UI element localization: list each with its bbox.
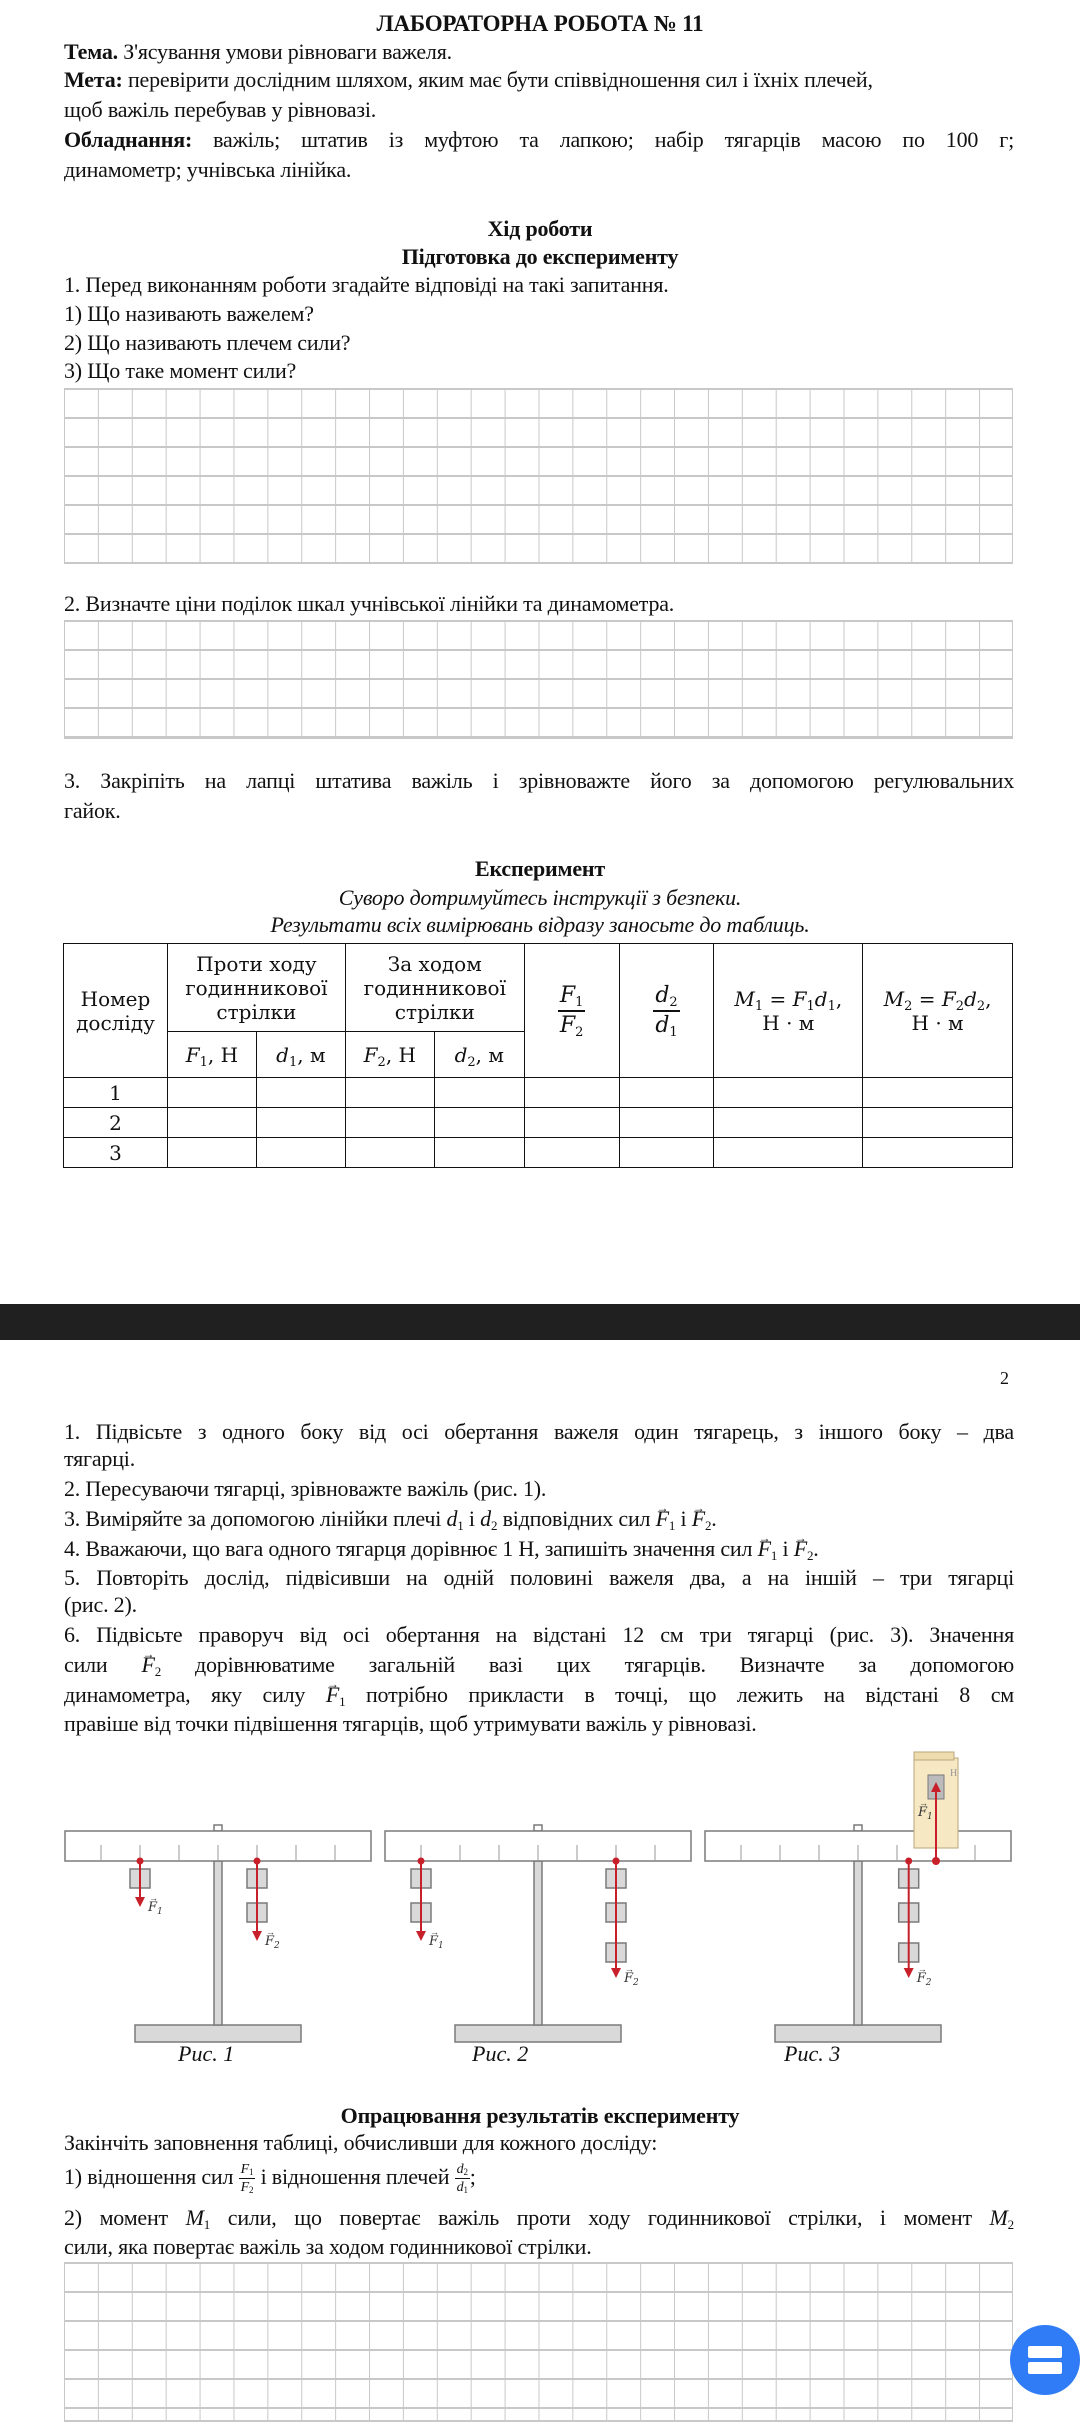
equipment-label: Обладнання: [64,127,193,152]
header-counterclockwise [167,944,345,1032]
header-force-ratio: $\frac{F_1}{F_2}$ [524,944,619,1078]
dynamometer-attach-point [932,1857,940,1865]
goal-text: перевірити дослідним шляхом, яким має бути співвідношення сил і їхніх плечей, [127,67,873,92]
cell-f1[interactable] [167,1108,256,1138]
pivot-axis [214,1825,222,1831]
cell-m2[interactable] [863,1078,1013,1108]
right-label-arrow: → [917,1964,927,1974]
step-3-line-2: гайок. [64,798,121,823]
stand-base [455,2025,621,2042]
header-arm-ratio: $\frac{d_2}{d_1}$ [619,944,714,1078]
cell-d1[interactable] [256,1078,345,1108]
cell-force-ratio[interactable] [524,1078,619,1108]
table-row [64,1138,1013,1168]
instruction-1-line-1: 1. Підвісьте з одного боку від осі обертання важеля один тягарець, з іншого боку – два [64,1419,1014,1444]
right-arrowhead [904,1968,914,1978]
header-d2: $d_2$, м [434,1032,524,1078]
figure-caption-3: Рис. 3 [784,2041,841,2066]
right-label: $F_2$ [624,1971,639,1988]
cell-m1[interactable] [714,1078,863,1108]
instruction-2: 2. Пересуваючи тягарці, зрівноважте важіль (рис. 1). [64,1476,547,1501]
header-f1: $F_1$, Н [167,1032,256,1078]
dynamometer-label: $F_1$ [918,1805,933,1822]
cell-arm-ratio[interactable] [619,1138,714,1168]
pivot-axis [854,1825,862,1831]
row-number: 2 [64,1108,168,1138]
table-row [64,1078,1013,1108]
record-note: Результати всіх вимірювань відразу заносьте до таблиць. [270,912,810,937]
right-attach-point [905,1858,912,1865]
right-attach-point [254,1858,261,1865]
topic-text: З'ясування умови рівноваги важеля. [123,39,452,64]
goal-label: Мета: [64,67,123,92]
header-f2: $F_2$, Н [345,1032,434,1078]
step-3-line-1: 3. Закріпіть на лапці штатива важіль і зрівноважте його за допомогою регулювальних [64,768,1014,793]
header-d1: $d_1$, м [256,1032,345,1078]
processing-intro: Закінчіть заповнення таблиці, обчисливши для кожного досліду: [64,2130,658,2155]
instruction-6-line-4: правіше від точки підвішення тягарців, щоб утримувати важіль у рівновазі. [64,1711,757,1736]
instruction-6-line-1: 6. Підвісьте праворуч від осі обертання на відстані 12 см три тягарці (рис. 3). Значення [64,1622,1014,1647]
stand-base [775,2025,941,2042]
figure-caption-2: Рис. 2 [472,2041,529,2066]
dynamometer-top [914,1752,954,1760]
header-clockwise [345,944,524,1032]
dynamometer-label-arrow: → [919,1798,928,1808]
right-label-arrow: → [266,1927,275,1937]
question-1: 1) Що називають важелем? [64,301,314,326]
row-number: 3 [64,1138,168,1168]
cell-f1[interactable] [167,1078,256,1108]
instruction-6-line-2: сили → $F_2$ дорівнюватиме загальній вазі цих тягарців. Визначте за допомогою [64,1654,1014,1676]
topic-line [64,41,452,63]
left-label-arrow: → [430,1927,439,1937]
pages-icon-lower [1028,2362,1062,2374]
question-3: 3) Що таке момент сили? [64,358,297,383]
left-label-arrow: → [149,1893,158,1903]
dynamometer-unit: Н [950,1768,958,1779]
prep-heading: Підготовка до експерименту [401,244,679,269]
instruction-4: 4. Вважаючи, що вага одного тягарця дорівнює 1 Н, запишіть значення сил → $F_1$ $і \to F_2$. [64,1538,819,1560]
cell-d2[interactable] [434,1078,524,1108]
cell-arm-ratio[interactable] [619,1078,714,1108]
unit-text: Н · м [762,1010,815,1035]
cell-d1[interactable] [256,1108,345,1138]
header-text: стрілки [216,999,297,1024]
equipment-text: важіль; штатив із муфтою та лапкою; набір тягарців масою по 100 г; [213,127,1014,152]
topic-label: Тема. [64,39,118,64]
processing-item-2-line-1: 2) момент $M_1$ сили, що повертає важіль проти ходу годинникової стрілки, і момент $M_2$ [64,2205,1014,2232]
cell-f1[interactable] [167,1138,256,1168]
stand-post [214,1861,222,2025]
answer-grid-3[interactable] [64,2262,1013,2422]
stand-base [135,2025,301,2042]
left-arrowhead [135,1897,145,1907]
instruction-5-line-1: 5. Повторіть дослід, підвісивши на одній половині важеля два, а на іншій – три тягарці [64,1565,1014,1590]
cell-f2[interactable] [345,1078,434,1108]
left-attach-point [418,1858,425,1865]
right-label: $F_2$ [265,1934,280,1951]
header-text: досліду [76,1010,155,1035]
pivot-axis [534,1825,542,1831]
left-label: $F_1$ [429,1934,444,1951]
page-number: 2 [1000,1368,1009,1388]
table-row [64,1108,1013,1138]
header-experiment-number [64,944,168,1078]
cell-m1[interactable] [714,1108,863,1138]
left-arrowhead [416,1931,426,1941]
stand-post [854,1861,862,2025]
results-table [63,943,1013,1168]
pages-icon [1028,2346,1062,2358]
header-text: годинникової [185,975,328,1000]
goal-line-2: щоб важіль перебував у рівновазі. [64,97,377,122]
cell-m1[interactable] [714,1138,863,1168]
experiment-heading: Експеримент [475,856,605,881]
figure-caption-1: Рис. 1 [178,2041,235,2066]
right-arrowhead [252,1931,262,1941]
cell-arm-ratio[interactable] [619,1108,714,1138]
cell-f2[interactable] [345,1138,434,1168]
equipment-line-1 [64,129,1014,151]
instruction-3: 3. Виміряйте за допомогою лінійки плечі $d_1$ і $d_2$ відповідних сил → $F_1$ $і \to F_2$. [64,1508,717,1530]
processing-heading: Опрацювання результатів експерименту [340,2103,740,2128]
left-label: $F_1$ [148,1900,163,1917]
left-attach-point [137,1858,144,1865]
prep-intro: 1. Перед виконанням роботи згадайте відповіді на такі запитання. [64,272,669,297]
equipment-line-2: динамометр; учнівська лінійка. [64,157,352,182]
cell-force-ratio[interactable] [524,1108,619,1138]
header-moment-1: $M_1 = F_1d_1$, Н · м [714,944,863,1078]
cell-m2[interactable] [863,1138,1013,1168]
header-text: годинникової [363,975,506,1000]
cell-d1[interactable] [256,1138,345,1168]
page-view-button[interactable] [1010,2325,1080,2395]
header-moment-2: $M_2 = F_2d_2$, Н · м [863,944,1013,1078]
right-label-arrow: → [625,1964,634,1974]
header-text: Проти ходу [196,951,317,976]
step-2: 2. Визначте ціни поділок шкал учнівської лінійки та динамометра. [64,591,675,616]
cell-force-ratio[interactable] [524,1138,619,1168]
page-separator [0,1304,1080,1340]
goal-line-1 [64,69,873,91]
cell-m2[interactable] [863,1108,1013,1138]
lever-figures [0,1740,1080,2070]
cell-f2[interactable] [345,1108,434,1138]
header-text: Номер [80,986,151,1011]
right-arrowhead [611,1968,621,1978]
question-2: 2) Що називають плечем сили? [64,330,351,355]
processing-item-1: 1) відношення сил $\frac{F_1}{F_2}$ і відношення плечей $\frac{d_2}{d_1}$ ; [64,2162,476,2195]
instruction-5-line-2: (рис. 2). [64,1592,137,1617]
row-number: 1 [64,1078,168,1108]
section-heading: Хід роботи [487,216,593,241]
cell-d2[interactable] [434,1108,524,1138]
processing-item-2-line-2: сили, яка повертає важіль за ходом годинникової стрілки. [64,2234,592,2259]
unit-text: Н · м [911,1010,964,1035]
header-text: За ходом [387,951,482,976]
cell-d2[interactable] [434,1138,524,1168]
header-text: стрілки [394,999,475,1024]
instruction-6-line-3: динамометра, яку силу → $F_1$ потрібно прикласти в точці, що лежить на відстані 8 см [64,1684,1014,1706]
right-attach-point [613,1858,620,1865]
answer-grid-2[interactable] [64,620,1013,739]
stand-post [534,1861,542,2025]
answer-grid-1[interactable] [64,388,1013,564]
safety-note: Суворо дотримуйтесь інструкції з безпеки. [338,885,742,910]
instruction-1-line-2: тягарці. [64,1446,136,1471]
lab-title: ЛАБОРАТОРНА РОБОТА № 11 [376,11,704,36]
right-label: $F_2$ [916,1971,932,1988]
